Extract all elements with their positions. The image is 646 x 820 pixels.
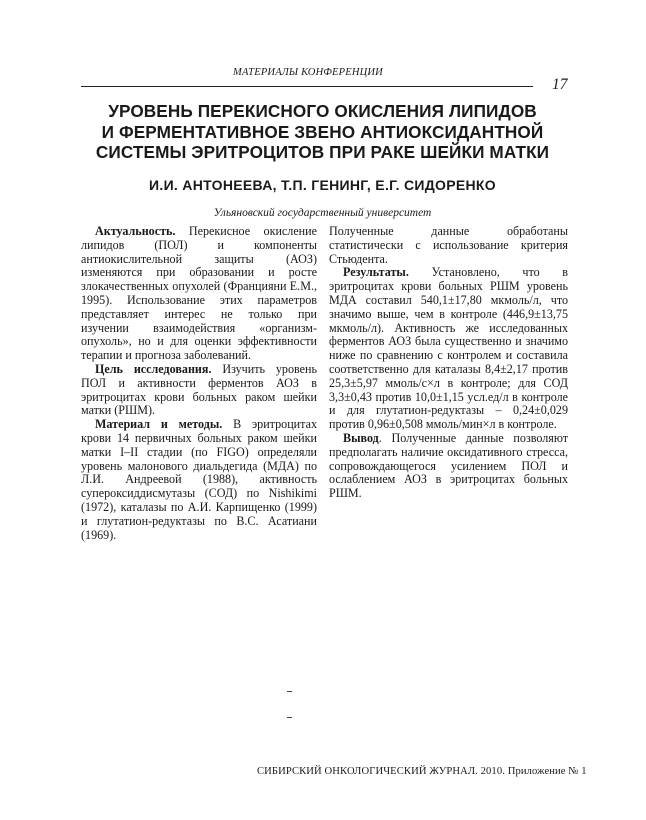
dash-mark	[287, 717, 292, 718]
article-title	[70, 101, 575, 163]
dash-mark	[287, 691, 292, 692]
results-text: Установлено, что в эритроцитах крови больных РШМ уровень МДА составил 540,1±17,80 мкмоль/л, что значимо выше, чем в контроле (446,9±13,75 мкмоль/л). Активность же исследованных ферментов АОЗ была существенно и значимо ниже по сравнению с контролем и составила соответственно для каталазы 8,4±2,17 против 25,3±5,97 ммоль/с×л в контроле; для СОД 3,3±0,43 против 10,0±1,15 усл.ед/л в контроле и для глутатион-редуктазы – 0,24±0,029 против 0,96±0,508 ммоль/мин×л в контроле.	[329, 265, 568, 432]
methods-label: Материал и методы.	[95, 417, 223, 432]
conclusion-label: Вывод	[343, 430, 379, 445]
title-line: СИСТЕМЫ ЭРИТРОЦИТОВ ПРИ РАКЕ ШЕЙКИ МАТКИ	[95, 142, 550, 162]
left-column	[81, 225, 317, 542]
conclusion-paragraph	[329, 432, 568, 501]
results-paragraph	[329, 266, 568, 432]
affiliation: Ульяновский государственный университет	[213, 207, 432, 219]
relevance-text: Перекисное окисление липидов (ПОЛ) и компоненты антиокислительной защиты (АОЗ) изменяются при образовании и росте злокачественных опухолей (Францияни Е.М., 1995). Использование этих параметров представляет интерес не только при изучении взаимодействия «организм-опухоль», но и для оценки эффективности терапии и прогноза заболеваний.	[81, 224, 317, 363]
relevance-paragraph	[81, 225, 317, 363]
results-label: Результаты.	[343, 265, 409, 280]
title-line: УРОВЕНЬ ПЕРЕКИСНОГО ОКИСЛЕНИЯ ЛИПИДОВ	[108, 101, 537, 121]
running-head: МАТЕРИАЛЫ КОНФЕРЕНЦИИ	[233, 67, 383, 78]
conclusion-text: . Полученные данные позволяют предполагать наличие оксидативного стресса, сопровождающегося усилением ПОЛ и ослаблением АОЗ в эритроцитах больных РШМ.	[329, 430, 568, 501]
page-number: 17	[552, 76, 568, 93]
relevance-label: Актуальность.	[95, 224, 176, 238]
stats-paragraph: Полученные данные обработаны статистически с использование критерия Стьюдента.	[329, 224, 568, 266]
aim-label: Цель исследования.	[95, 361, 212, 376]
methods-paragraph	[81, 418, 317, 542]
methods-text: В эритроцитах крови 14 первичных больных раком шейки матки I–II стадии (по FIGO) определяли уровень малонового диальдегида (МДА) по Л.И. Андреевой (1988), активность супероксиддисмутазы (СОД) по Nishikimi (1972), каталазы по А.И. Карпищенко (1999) и глутатион-редуктазы по В.С. Асатиани (1969).	[81, 417, 317, 542]
aim-paragraph	[81, 363, 317, 418]
journal-footer: СИБИРСКИЙ ОНКОЛОГИЧЕСКИЙ ЖУРНАЛ. 2010. Приложение № 1	[257, 766, 587, 777]
right-column	[329, 225, 568, 501]
header-rule	[81, 86, 533, 87]
title-line: И ФЕРМЕНТАТИВНОЕ ЗВЕНО АНТИОКСИДАНТНОЙ	[101, 121, 544, 142]
aim-text: Изучить уровень ПОЛ и активности ферментов АОЗ в эритроцитах крови больных раком шейки матки (РШМ).	[81, 361, 317, 418]
authors: И.И. АНТОНЕЕВА, Т.П. ГЕНИНГ, Е.Г. СИДОРЕНКО	[149, 177, 496, 193]
